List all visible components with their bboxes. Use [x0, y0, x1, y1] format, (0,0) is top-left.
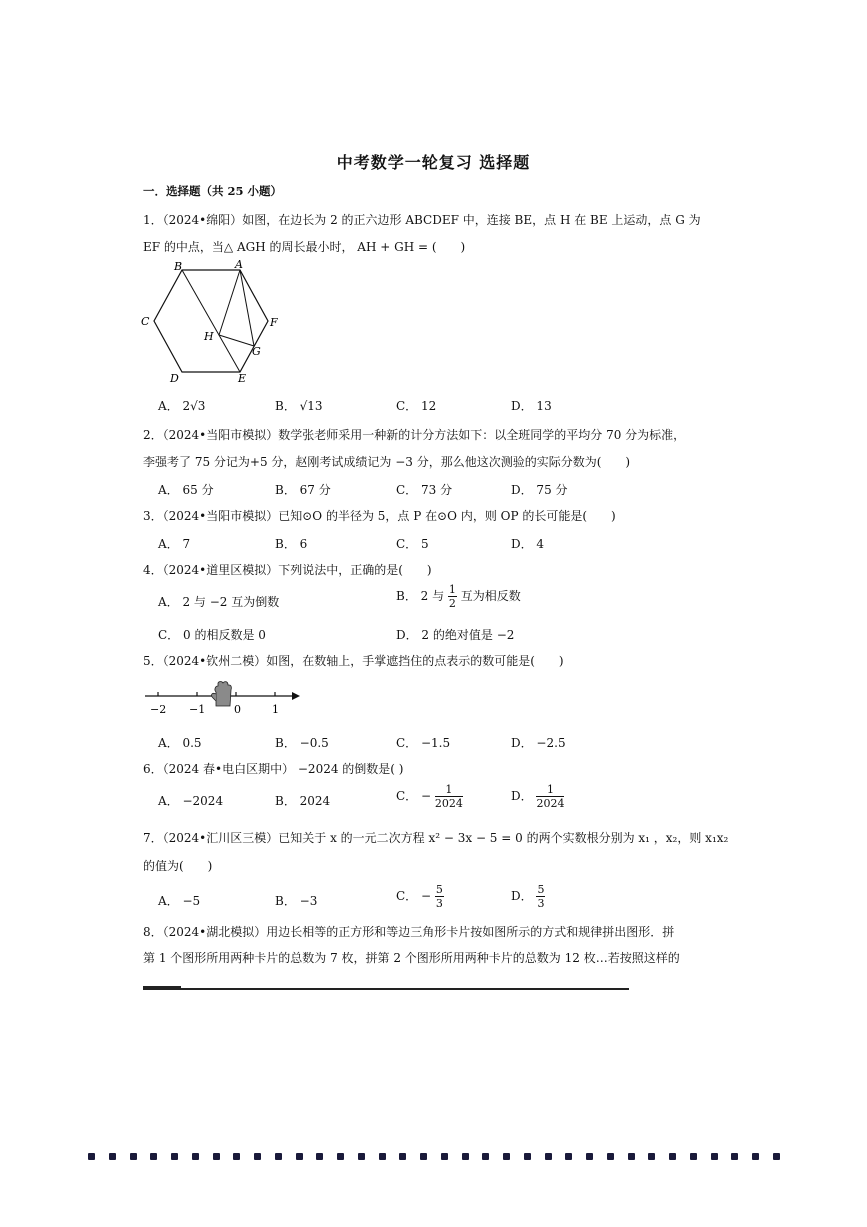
- q7-option-c-fraction: $\frac{5}{3}$: [435, 883, 443, 910]
- label-b: B: [174, 260, 183, 273]
- border-dot: [316, 1153, 323, 1160]
- border-dot: [524, 1153, 531, 1160]
- border-dot: [171, 1153, 178, 1160]
- border-dot: [337, 1153, 344, 1160]
- q1-option-d: D． 13: [511, 399, 552, 413]
- q6-line1: 6．（2024 春•电白区期中） −2024 的倒数是( ): [143, 762, 404, 776]
- border-dot: [503, 1153, 510, 1160]
- border-dot: [254, 1153, 261, 1160]
- q3-line1: 3．（2024•当阳市模拟）已知⊙O 的半径为 5，点 P 在⊙O 内，则 OP 的长可能是( ): [143, 509, 616, 523]
- q1-option-c: C． 12: [396, 399, 437, 413]
- q5-option-d: D． −2.5: [511, 736, 566, 750]
- q2-line2: 李强考了 75 分记为+5 分，赵刚考试成绩记为 −3 分，那么他这次测验的实际分数为( ): [143, 455, 631, 469]
- q1-option-b: B． √13: [275, 399, 323, 413]
- hexagon-figure: [138, 258, 288, 386]
- q5-option-b: B． −0.5: [275, 736, 329, 750]
- tick-label-0: 0: [234, 703, 241, 716]
- section-heading: 一．选择题（共 25 小题）: [143, 184, 283, 198]
- q6-option-d-fraction: $\frac{1}{2024}$: [536, 783, 565, 810]
- footer-rule: [143, 988, 629, 990]
- border-dot: [88, 1153, 95, 1160]
- tick-label-neg2: −2: [150, 703, 167, 716]
- q6-option-b: B． 2024: [275, 794, 331, 808]
- border-dot: [773, 1153, 780, 1160]
- q7-option-d-fraction: $\frac{5}{3}$: [537, 883, 545, 910]
- q5-option-a: A． 0.5: [158, 736, 202, 750]
- q2-option-a: A． 65 分: [158, 483, 214, 497]
- border-dot: [711, 1153, 718, 1160]
- q3-option-a: A． 7: [158, 537, 191, 551]
- label-a: A: [235, 258, 243, 271]
- q7-option-a: A． −5: [158, 894, 201, 908]
- border-dot: [462, 1153, 469, 1160]
- q4-option-a: A． 2 与 −2 互为倒数: [158, 595, 280, 609]
- q7-option-b: B． −3: [275, 894, 318, 908]
- q3-option-b: B． 6: [275, 537, 308, 551]
- q4-option-d: D． 2 的绝对值是 −2: [396, 628, 515, 642]
- q4-option-b-post: 互为相反数: [460, 589, 521, 603]
- label-f: F: [270, 316, 278, 329]
- border-dot: [565, 1153, 572, 1160]
- border-dot: [296, 1153, 303, 1160]
- q2-option-c: C． 73 分: [396, 483, 453, 497]
- label-g: G: [252, 345, 261, 358]
- q5-line1: 5．（2024•钦州二模）如图，在数轴上，手掌遮挡住的点表示的数可能是( ): [143, 654, 564, 668]
- q1-option-a: A． 2√3: [158, 399, 206, 413]
- q2-option-b: B． 67 分: [275, 483, 331, 497]
- page-border-dots: [88, 1153, 780, 1160]
- q4-option-b-pre: B． 2 与: [396, 589, 445, 603]
- q6-option-c-fraction: $\frac{1}{2024}$: [434, 783, 463, 810]
- border-dot: [379, 1153, 386, 1160]
- border-dot: [648, 1153, 655, 1160]
- border-dot: [420, 1153, 427, 1160]
- tick-label-neg1: −1: [189, 703, 206, 716]
- q8-line1: 8．（2024•湖北模拟）用边长相等的正方形和等边三角形卡片按如图所示的方式和规律拼出图形．拼: [143, 925, 675, 939]
- q6-option-d: D． $\frac{1}{2024}$: [511, 783, 565, 810]
- q2-option-d: D． 75 分: [511, 483, 568, 497]
- q3-option-c: C． 5: [396, 537, 429, 551]
- border-dot: [150, 1153, 157, 1160]
- border-dot: [669, 1153, 676, 1160]
- q4-line1: 4．（2024•道里区模拟）下列说法中，正确的是( ): [143, 563, 432, 577]
- border-dot: [586, 1153, 593, 1160]
- border-dot: [275, 1153, 282, 1160]
- border-dot: [482, 1153, 489, 1160]
- label-d: D: [170, 372, 179, 385]
- q6-option-a: A． −2024: [158, 794, 224, 808]
- label-e: E: [238, 372, 247, 385]
- border-dot: [213, 1153, 220, 1160]
- q4-option-b-fraction: $\frac{1}{2}$: [448, 583, 456, 610]
- border-dot: [731, 1153, 738, 1160]
- page-title: 中考数学一轮复习 选择题: [336, 153, 531, 172]
- q2-line1: 2．（2024•当阳市模拟）数学张老师采用一种新的计分方法如下：以全班同学的平均分 70 分为标准，: [143, 428, 686, 442]
- number-line-figure: [140, 680, 305, 720]
- q3-option-d: D． 4: [511, 537, 545, 551]
- border-dot: [233, 1153, 240, 1160]
- q4-option-c: C． 0 的相反数是 0: [158, 628, 266, 642]
- border-dot: [441, 1153, 448, 1160]
- q8-line2: 第 1 个图形所用两种卡片的总数为 7 枚，拼第 2 个图形所用两种卡片的总数为 12 枚…若按照这样的: [143, 951, 680, 965]
- border-dot: [690, 1153, 697, 1160]
- border-dot: [628, 1153, 635, 1160]
- border-dot: [109, 1153, 116, 1160]
- q7-option-c: C． − $\frac{5}{3}$: [396, 883, 443, 910]
- tick-label-1: 1: [272, 703, 279, 716]
- q1-line2: EF 的中点，当△ AGH 的周长最小时， AH + GH = ( ): [143, 240, 466, 254]
- border-dot: [358, 1153, 365, 1160]
- q7-option-d: D． $\frac{5}{3}$: [511, 883, 545, 910]
- q7-line1: 7．（2024•汇川区三模）已知关于 x 的一元二次方程 x² − 3x − 5 = 0 的两个实数根分别为 x₁ ，x₂，则 x₁x₂: [143, 831, 729, 845]
- border-dot: [192, 1153, 199, 1160]
- border-dot: [399, 1153, 406, 1160]
- border-dot: [545, 1153, 552, 1160]
- q1-line1: 1．（2024•绵阳）如图，在边长为 2 的正六边形 ABCDEF 中，连接 BE，点 H 在 BE 上运动，点 G 为: [143, 213, 701, 227]
- label-c: C: [141, 315, 150, 328]
- q5-option-c: C． −1.5: [396, 736, 451, 750]
- border-dot: [130, 1153, 137, 1160]
- palm-icon: [212, 682, 232, 707]
- q7-line2: 的值为( ): [143, 859, 213, 873]
- border-dot: [752, 1153, 759, 1160]
- q4-option-b: [396, 583, 521, 610]
- border-dot: [607, 1153, 614, 1160]
- label-h: H: [204, 330, 214, 343]
- q6-option-c: C． − $\frac{1}{2024}$: [396, 783, 463, 810]
